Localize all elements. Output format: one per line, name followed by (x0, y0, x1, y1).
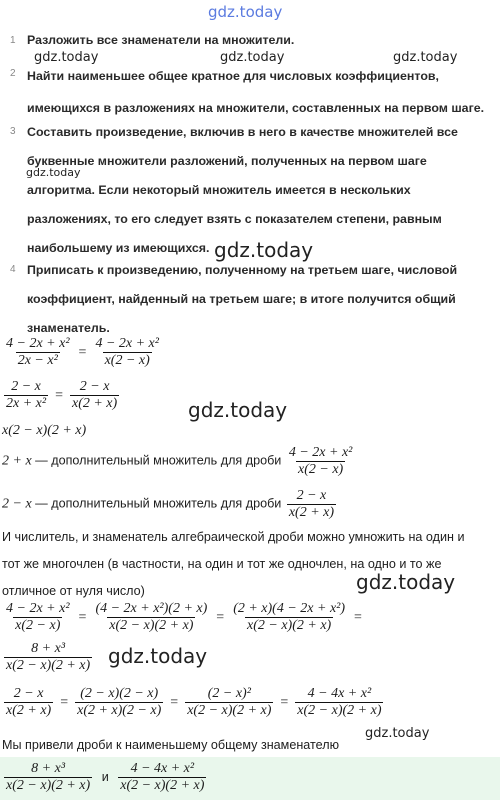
step-number: 2 (10, 68, 16, 79)
watermark: gdz.today (108, 644, 208, 668)
step-text: Составить произведение, включив в него в качестве множителей все буквенные множители разложений, полученных на первом шаге алгоритма. Если некоторый множитель имеется в нескольких разложениях, то его следует взять с показателем степени, равным наибольшему из имеющихся. (27, 125, 458, 255)
rule-line-3: отличное от нуля число) (2, 584, 145, 598)
step-number: 4 (10, 264, 16, 275)
additional-factor-1: 2 + x — дополнительный множитель для дроби $\frac{\text{4 − 2x + x²}}{x(2 - x)}$ (2, 445, 353, 477)
equation-chain-1: $\frac{\text{4 − 2x + x²}}{x(2 - x)}$ = $\frac{\text{(4 − 2x + x²)(2 + x)}}{x(2 - x)(2 + x)}$ = $\frac{\text{(2 + x)(4 − 2x + x²)}}{x(2 - x)(2 + x)}$ = (6, 601, 362, 633)
step-text: Найти наименьшее общее кратное для числовых коэффициентов, имеющихся в разложениях на множители, составленных на первом шаге. (27, 69, 485, 115)
step-1 (10, 30, 494, 50)
equation-2: $\frac{2 - x}{\text{2x + x²}}$ = $\frac{2 - x}{x(2 + x)}$ (6, 379, 118, 411)
step-text: Разложить все знаменатели на множители. (27, 33, 295, 47)
watermark: gdz.today (356, 570, 456, 594)
watermark: gdz.today (188, 398, 288, 422)
watermark: gdz.today (34, 50, 99, 65)
conclusion-text: Мы привели дроби к наименьшему общему знаменателю (2, 738, 340, 752)
additional-factor-2: 2 − x — дополнительный множитель для дроби $\frac{2 - x}{x(2 + x)}$ (2, 488, 335, 520)
equation-1: $\frac{\text{4 − 2x + x²}}{\text{2x − x²}}$ = $\frac{\text{4 − 2x + x²}}{x(2 - x)}$ (6, 336, 159, 368)
watermark: gdz.today (220, 50, 285, 65)
equation-chain-1-result: $\frac{\text{8 + x³}}{x(2 - x)(2 + x)}$ (6, 641, 91, 673)
watermark: gdz.today (393, 50, 458, 65)
result-fractions: $\frac{\text{8 + x³}}{x(2 - x)(2 + x)}$ и $\frac{\text{4 − 4x + x²}}{x(2 - x)(2 + x)}$ (6, 761, 205, 793)
rule-line-1: И числитель, и знаменатель алгебраической дроби можно умножить на один и (2, 530, 465, 544)
step-number: 1 (10, 35, 16, 46)
rule-line-2: тот же многочлен (в частности, на один и тот же одночлен, на одно и то же (2, 557, 442, 571)
equation-chain-2: $\frac{2 - x}{x(2 + x)}$ = $\frac{(2 - x)(2 - x)}{x(2 + x)(2 - x)}$ = $\frac{\text{(2 − x)²}}{x(2 - x)(2 + x)}$ = $\frac{\text{4 − 4x + x²}}{x(2 - x)(2 + x)}$ (6, 686, 382, 718)
step-2 (10, 60, 494, 120)
watermark: gdz.today (26, 166, 81, 179)
watermark: gdz.today (214, 238, 314, 262)
step-text: Приписать к произведению, полученному на третьем шаге, числовой коэффициент, найденный на третьем шаге; в итоге получится общий знаменатель. (27, 263, 458, 335)
watermark: gdz.today (365, 726, 430, 741)
common-denominator: x(2 − x)(2 + x) (2, 423, 87, 438)
watermark-top: gdz.today (208, 3, 283, 21)
step-number: 3 (10, 126, 16, 137)
step-4 (10, 256, 494, 336)
